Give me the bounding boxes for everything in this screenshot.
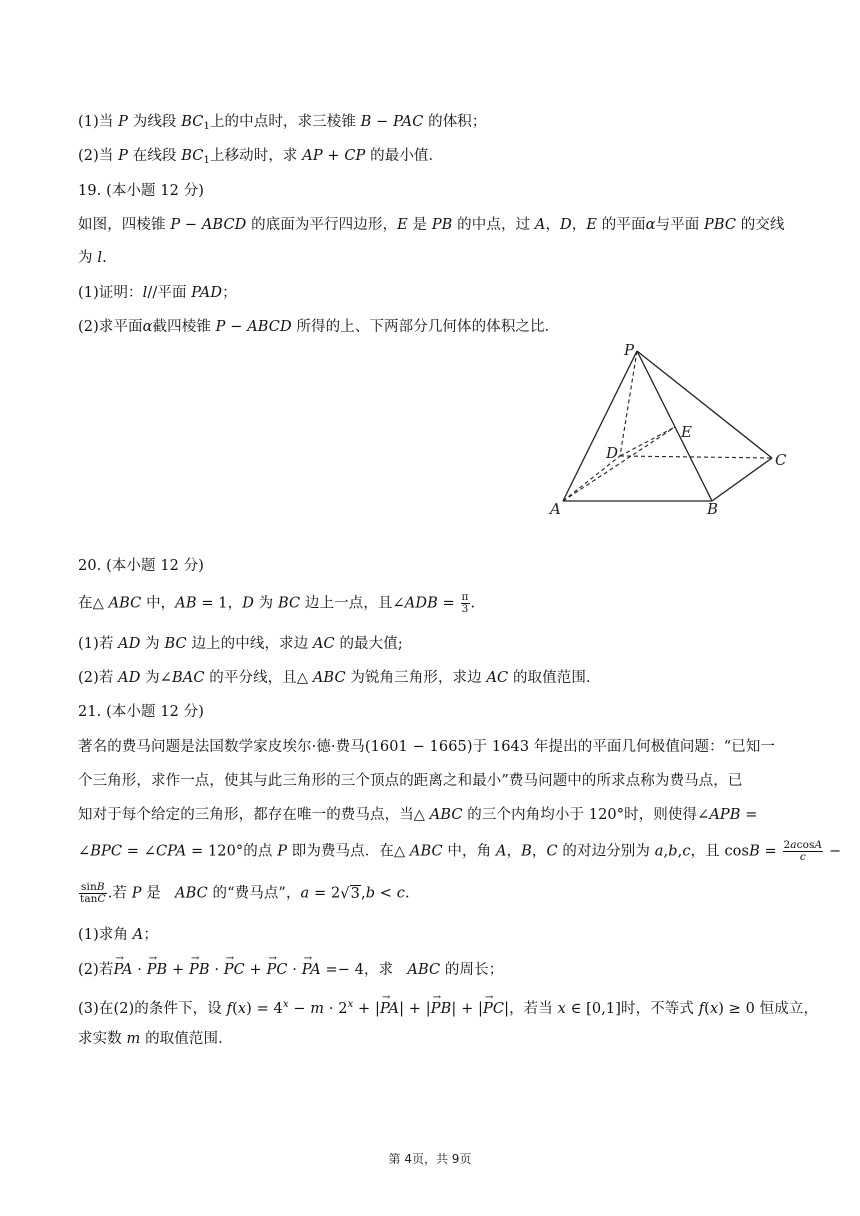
q20-part2: (2)若 AD 为∠BAC 的平分线，且△ ABC 为锐角三角形，求边 AC 的取值范围． xyxy=(78,670,601,686)
q20-stem: 在△ ABC 中，AB = 1，D 为 BC 边上一点，且∠ADB = $\frac{\pi}{3}$ . xyxy=(78,591,476,615)
label-A: A xyxy=(550,500,561,518)
q18-part2: (2)当 P 在线段 $BC_1$上移动时，求 AP + CP 的最小值． xyxy=(78,148,444,166)
page-footer: 第 4页，共 9页 xyxy=(388,1152,472,1166)
q21-part1: (1)求角 A； xyxy=(78,927,158,943)
q21-part2: (2)若→ PA · → PB + → PB · → PC + → PC · → PA =− 4，求 ABC 的周长； xyxy=(78,960,503,980)
q19-header: 19. (本小题 12 分) xyxy=(78,183,205,199)
q21-stem-1: 著名的费马问题是法国数学家皮埃尔·德·费马(1601 − 1665)于 1643 年提出的平面几何极值问题：“已知一 xyxy=(78,739,776,755)
label-D: D xyxy=(606,444,619,462)
label-P: P xyxy=(624,341,635,359)
label-B: B xyxy=(707,500,719,518)
q19-part1: (1)证明：l//平面 PAD； xyxy=(78,285,237,301)
q21-stem-4: ∠BPC = ∠CPA = 120°的点 P 即为费马点．在△ ABC 中，角 A，B，C 的对边分别为 a,b,c，且 cosB = $\frac{2acosA}{c}$ − xyxy=(78,839,842,863)
q21-part3-cont: 求实数 m 的取值范围． xyxy=(78,1031,233,1047)
q19-part2: (2)求平面α截四棱锥 P − ABCD 所得的上、下两部分几何体的体积之比． xyxy=(78,319,560,335)
q21-stem-3: 知对于每个给定的三角形，都存在唯一的费马点，当△ ABC 的三个内角均小于 120°时，则使得∠APB = xyxy=(78,807,758,823)
q20-header: 20. (本小题 12 分) xyxy=(78,558,205,574)
q20-part1: (1)若 AD 为 BC 边上的中线，求边 AC 的最大值; xyxy=(78,636,403,652)
q19-stem: 如图，四棱锥 P − ABCD 的底面为平行四边形，E 是 PB 的中点，过 A，D，E 的平面α与平面 PBC 的交线 xyxy=(78,217,785,233)
q21-header: 21. (本小题 12 分) xyxy=(78,704,205,720)
q21-stem-5: $\frac{\sin B}{\tan C}$ .若 P 是 ABC 的“费马点”，a = 2√3,b < c. xyxy=(80,881,410,905)
q19-stem-cont: 为 l. xyxy=(78,250,107,266)
q18-part1: (1)当 P 为线段 $BC_1$上的中点时，求三棱锥 B − PAC 的体积； xyxy=(78,114,487,132)
label-E: E xyxy=(681,423,692,441)
label-C: C xyxy=(775,451,787,469)
q21-part3: (3)在(2)的条件下，设 $f(x) = 4^x - m \cdot 2^x$ + |→ PA| + |→ PB| + |→ PC|，若当 x ∈ [0,1]时，不等式 f(x) ≥ 0 恒成立， xyxy=(78,995,818,1019)
q21-stem-2: 个三角形，求作一点，使其与此三角形的三个顶点的距离之和最小”费马问题中的所求点称为费马点，已 xyxy=(78,773,743,789)
pyramid-figure xyxy=(540,335,800,525)
